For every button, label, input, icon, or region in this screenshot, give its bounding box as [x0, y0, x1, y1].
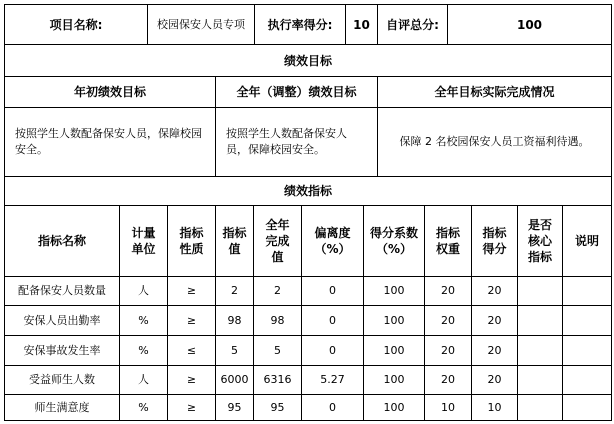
indicator-name-cell: 安保事故发生率	[5, 336, 120, 366]
score-coefficient-cell: 100	[364, 277, 425, 306]
indicators-header-row	[5, 206, 611, 277]
exec-rate-value: 10	[346, 5, 378, 45]
goal-actual-text: 保障 2 名校园保安人员工资福利待遇。	[378, 108, 611, 177]
self-eval-value: 100	[448, 5, 611, 45]
actual-value-cell: 6316	[254, 366, 302, 395]
is-core-cell	[518, 366, 563, 395]
target-value-cell: 6000	[216, 366, 254, 395]
goals-section-title: 绩效目标	[5, 45, 611, 77]
table-row	[5, 366, 611, 395]
target-value-cell: 98	[216, 306, 254, 336]
nature-cell: ≥	[168, 366, 216, 395]
indicator-name-cell: 配备保安人员数量	[5, 277, 120, 306]
col-unit: 计量单位	[120, 206, 168, 277]
is-core-cell	[518, 277, 563, 306]
project-name-value: 校园保安人员专项	[148, 5, 255, 45]
table-row	[5, 336, 611, 366]
remarks-cell	[563, 306, 611, 336]
score-cell: 20	[472, 306, 518, 336]
actual-value-cell: 98	[254, 306, 302, 336]
col-deviation: 偏离度（%）	[302, 206, 364, 277]
unit-cell: %	[120, 306, 168, 336]
deviation-cell: 5.27	[302, 366, 364, 395]
score-cell: 20	[472, 336, 518, 366]
actual-value-cell: 5	[254, 336, 302, 366]
unit-cell: %	[120, 336, 168, 366]
remarks-cell	[563, 336, 611, 366]
col-weight: 指标权重	[425, 206, 472, 277]
target-value-cell: 2	[216, 277, 254, 306]
weight-cell: 20	[425, 277, 472, 306]
remarks-cell	[563, 277, 611, 306]
indicator-name-cell: 受益师生人数	[5, 366, 120, 395]
col-indicator-name: 指标名称	[5, 206, 120, 277]
remarks-cell	[563, 395, 611, 421]
actual-value-cell: 2	[254, 277, 302, 306]
goal-initial-header: 年初绩效目标	[5, 77, 216, 108]
weight-cell: 10	[425, 395, 472, 421]
is-core-cell	[518, 395, 563, 421]
unit-cell: %	[120, 395, 168, 421]
unit-cell: 人	[120, 366, 168, 395]
table-row	[5, 277, 611, 306]
score-coefficient-cell: 100	[364, 395, 425, 421]
goal-initial-text: 按照学生人数配备保安人员，保障校园安全。	[5, 108, 216, 177]
exec-rate-label: 执行率得分:	[255, 5, 346, 45]
deviation-cell: 0	[302, 336, 364, 366]
target-value-cell: 95	[216, 395, 254, 421]
table-row	[5, 306, 611, 336]
col-actual-value: 全年完成值	[254, 206, 302, 277]
score-coefficient-cell: 100	[364, 306, 425, 336]
col-remarks: 说明	[563, 206, 611, 277]
project-name-label: 项目名称:	[5, 5, 148, 45]
indicator-name-cell: 安保人员出勤率	[5, 306, 120, 336]
score-cell: 10	[472, 395, 518, 421]
goals-content-row	[5, 108, 611, 177]
weight-cell: 20	[425, 336, 472, 366]
self-eval-label: 自评总分:	[378, 5, 448, 45]
is-core-cell	[518, 306, 563, 336]
goal-adjusted-text: 按照学生人数配备保安人员，保障校园安全。	[216, 108, 378, 177]
nature-cell: ≥	[168, 395, 216, 421]
actual-value-cell: 95	[254, 395, 302, 421]
goals-title-row	[5, 45, 611, 77]
col-score: 指标得分	[472, 206, 518, 277]
col-target-value: 指标值	[216, 206, 254, 277]
unit-cell: 人	[120, 277, 168, 306]
remarks-cell	[563, 366, 611, 395]
is-core-cell	[518, 336, 563, 366]
col-nature: 指标性质	[168, 206, 216, 277]
deviation-cell: 0	[302, 395, 364, 421]
table-row	[5, 395, 611, 421]
nature-cell: ≥	[168, 306, 216, 336]
goal-adjusted-header: 全年（调整）绩效目标	[216, 77, 378, 108]
nature-cell: ≥	[168, 277, 216, 306]
deviation-cell: 0	[302, 277, 364, 306]
weight-cell: 20	[425, 366, 472, 395]
score-coefficient-cell: 100	[364, 366, 425, 395]
header-row	[5, 5, 611, 45]
score-cell: 20	[472, 366, 518, 395]
indicators-title-row	[5, 177, 611, 206]
weight-cell: 20	[425, 306, 472, 336]
performance-table	[4, 4, 612, 421]
indicators-section-title: 绩效指标	[5, 177, 611, 206]
score-cell: 20	[472, 277, 518, 306]
goals-header-row	[5, 77, 611, 108]
target-value-cell: 5	[216, 336, 254, 366]
score-coefficient-cell: 100	[364, 336, 425, 366]
col-is-core: 是否核心指标	[518, 206, 563, 277]
goal-actual-header: 全年目标实际完成情况	[378, 77, 611, 108]
col-score-coefficient: 得分系数（%）	[364, 206, 425, 277]
deviation-cell: 0	[302, 306, 364, 336]
nature-cell: ≤	[168, 336, 216, 366]
indicator-name-cell: 师生满意度	[5, 395, 120, 421]
